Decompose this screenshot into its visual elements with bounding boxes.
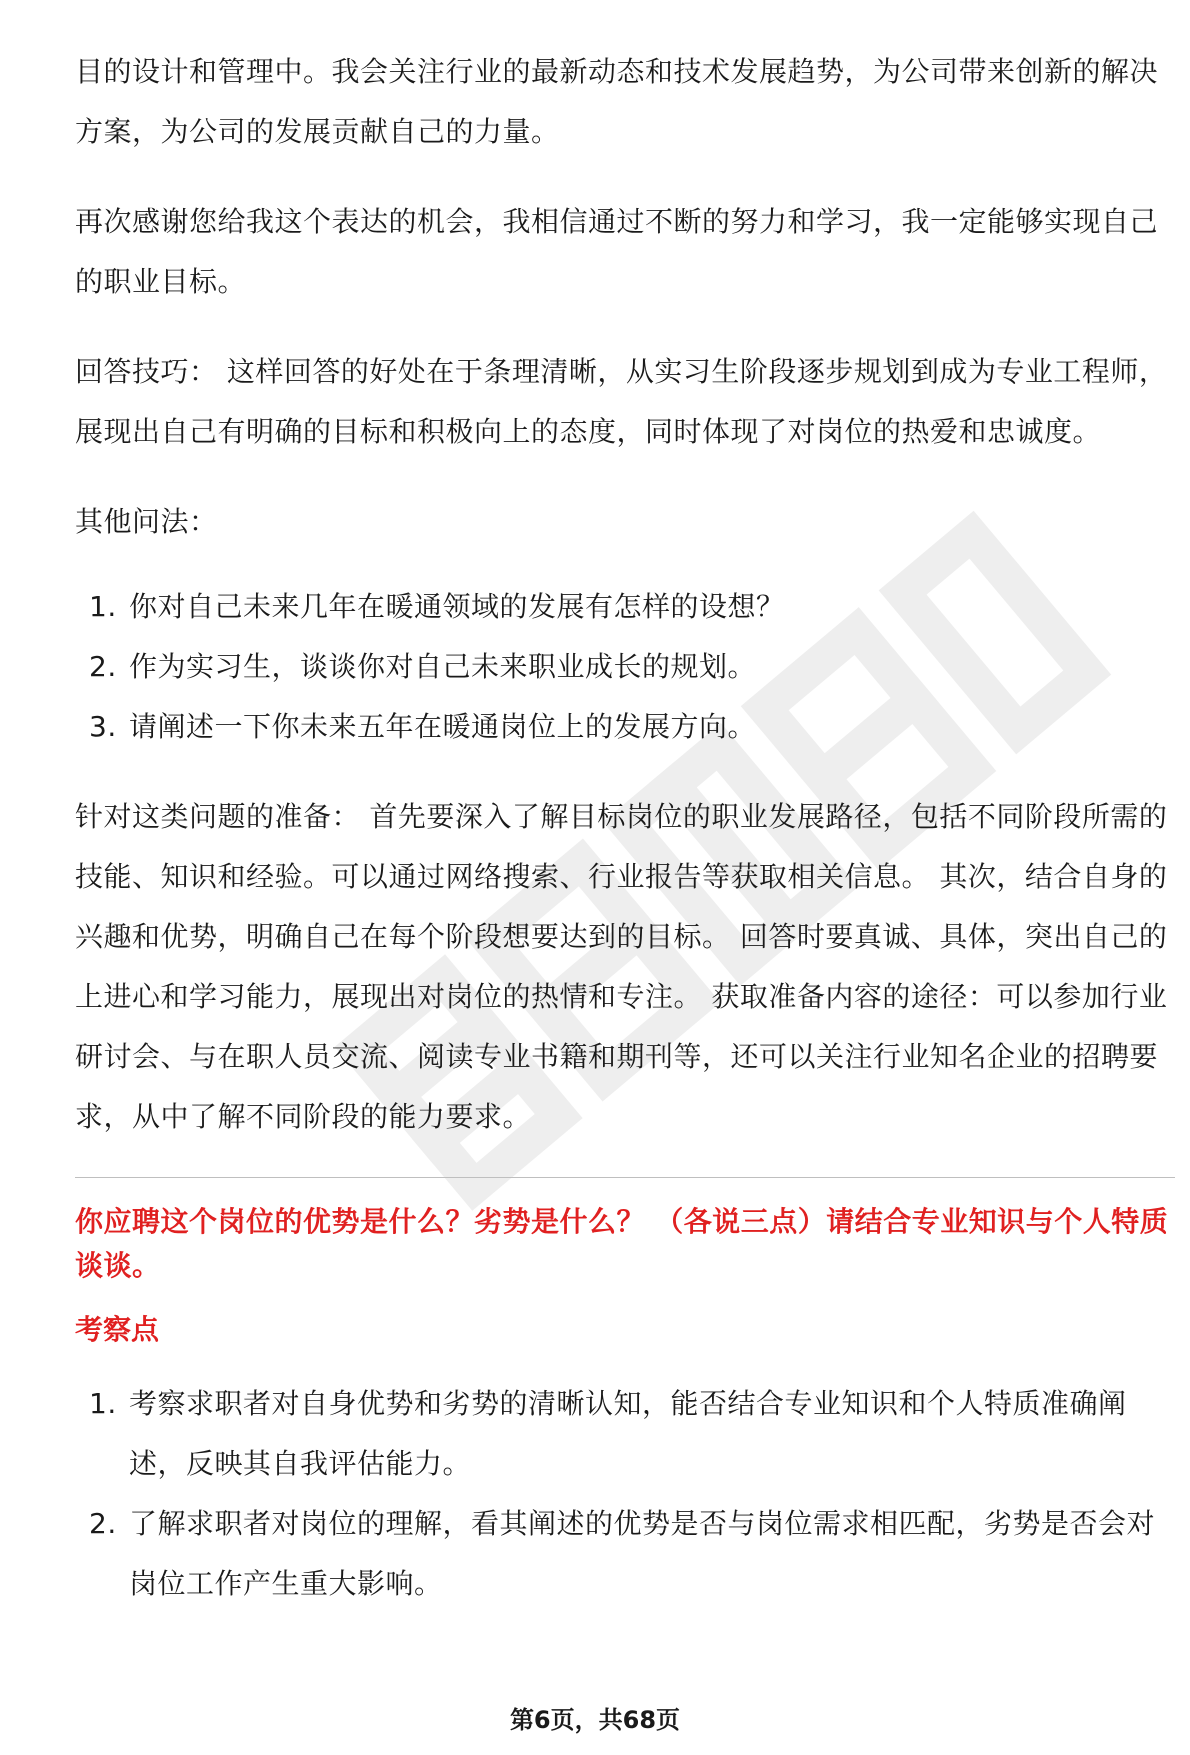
section-divider [75,1177,1175,1178]
other-questions-list [75,577,1175,757]
document-page [75,42,1175,1644]
paragraph-intro-continuation: 目的设计和管理中。我会关注行业的最新动态和技术发展趋势，为公司带来创新的解决方案，为公司的发展贡献自己的力量。 [75,55,1159,148]
interview-question: 你应聘这个岗位的优势是什么？劣势是什么？ （各说三点）请结合专业知识与个人特质谈谈。 [75,1205,1169,1282]
list-item: 2. 作为实习生，谈谈你对自己未来职业成长的规划。 [89,650,757,683]
list-item: 1. 考察求职者对自身优势和劣势的清晰认知，能否结合专业知识和个人特质准确阐述，反映其自我评估能力。 [89,1387,1127,1480]
list-item: 1. 你对自己未来几年在暖通领域的发展有怎样的设想？ [89,590,785,623]
paragraph-answer-tips: 回答技巧： 这样回答的好处在于条理清晰，从实习生阶段逐步规划到成为专业工程师，展现出自己有明确的目标和积极向上的态度，同时体现了对岗位的热爱和忠诚度。 [75,355,1168,448]
list-item: 3. 请阐述一下你未来五年在暖通岗位上的发展方向。 [89,710,757,743]
paragraph-preparation: 针对这类问题的准备： 首先要深入了解目标岗位的职业发展路径，包括不同阶段所需的技能、知识和经验。可以通过网络搜索、行业报告等获取相关信息。 其次，结合自身的兴趣和优势，明确自己在每个阶段想要达到的目标。 回答时要真诚、具体，突出自己的上进心和学习能力，展现出对岗位的热情和专注。 获取准备内容的途径：可以参加行业研讨会、与在职人员交流、阅读专业书籍和期刊等，还可以关注行业知名企业的招聘要求，从中了解不同阶段的能力要求。 [75,800,1168,1133]
page-footer: 第6页，共68页 [509,1706,681,1734]
paragraph-other-questions-heading: 其他问法： [75,505,218,538]
exam-points-list [75,1374,1175,1614]
paragraph-thanks: 再次感谢您给我这个表达的机会，我相信通过不断的努力和学习，我一定能够实现自己的职业目标。 [75,205,1159,298]
list-item: 2. 了解求职者对岗位的理解，看其阐述的优势是否与岗位需求相匹配，劣势是否会对岗位工作产生重大影响。 [89,1507,1156,1600]
section-label-exam-points: 考察点 [75,1313,160,1346]
